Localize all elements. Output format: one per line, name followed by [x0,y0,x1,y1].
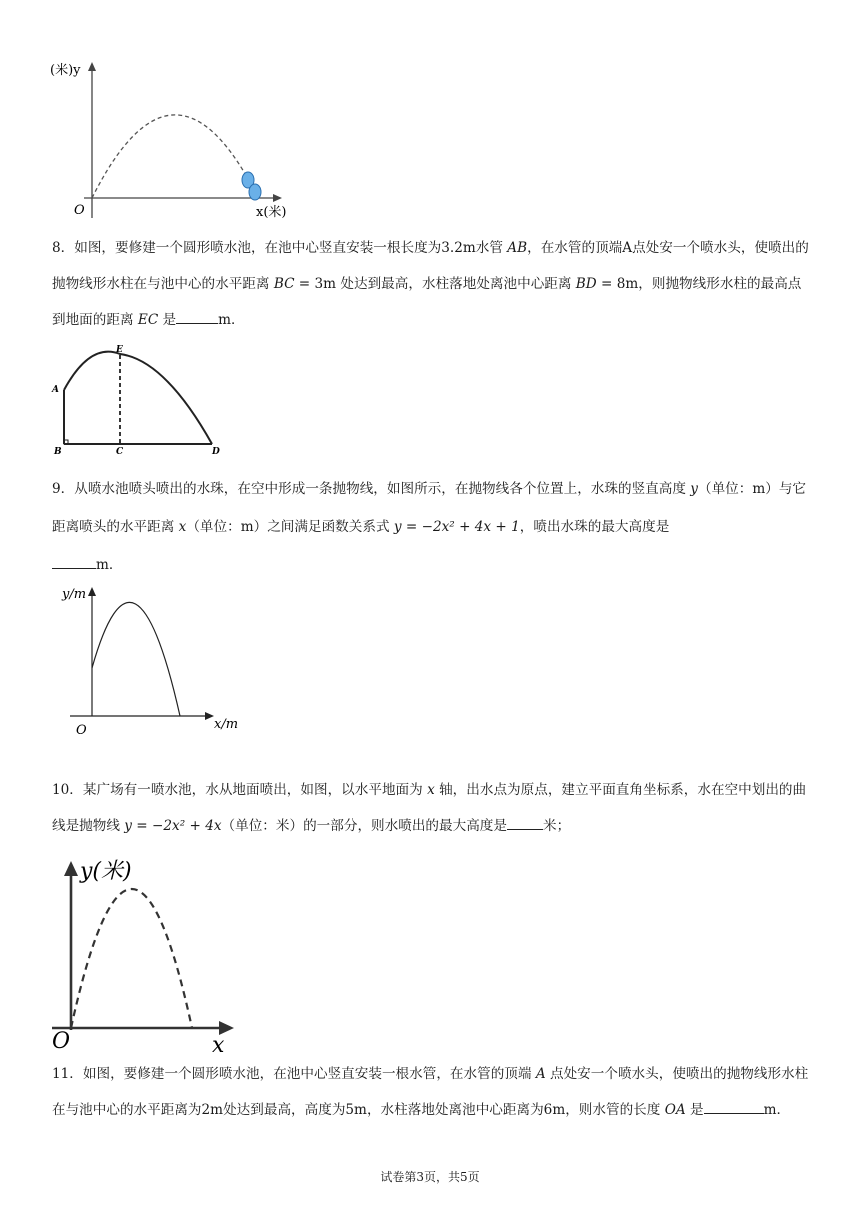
parabola-curve [92,602,180,716]
figure-q7-fountain-graph [44,58,304,226]
y-axis-arrow [88,62,96,71]
x-axis-label: x [212,1033,225,1056]
origin-label: O [52,1029,71,1054]
y-axis-label: (米)y [50,63,81,78]
question-number: 9． [52,481,75,497]
parabola-curve [64,352,212,444]
question-number: 11． [52,1066,83,1082]
point-d-label: D [212,447,220,457]
answer-blank[interactable] [52,554,96,569]
point-b-label: B [54,447,62,457]
question-number: 10． [52,782,83,798]
parabola-curve [92,115,252,198]
answer-blank[interactable] [176,309,218,324]
figure-q9-graph [58,582,258,742]
y-axis-arrow [88,587,96,596]
answer-blank[interactable] [507,815,543,830]
y-axis-label: y/m [62,587,87,602]
x-axis-label: x/m [214,717,239,732]
question-10: 10．某广场有一喷水池，水从地面喷出，如图，以水平地面为 x 轴，出水点为原点，建立平面直角坐标系，水在空中划出的曲线是抛物线 y = −2x² + 4x（单位：米）的一部分，则水喷出的最大高度是 米； [52,782,807,834]
x-axis-arrow [273,194,282,202]
y-axis-arrow [64,861,78,876]
point-a-label: A [52,385,59,395]
y-axis-label: y(米) [80,859,132,884]
question-number: 8． [52,240,75,256]
question-9: 9．从喷水池喷头喷出的水珠，在空中形成一条抛物线，如图所示，在抛物线各个位置上，水珠的竖直高度 y（单位：m）与它距离喷头的水平距离 x（单位：m）之间满足函数关系式 y = −2x² + 4x + 1，喷出水珠的最大高度是 m． [52,481,807,573]
water-drop [249,184,261,200]
formula: y = −2x² + 4x + 1 [393,519,520,535]
figure-q10-graph [48,852,248,1056]
page-footer: 试卷第3页，共5页 [380,1170,480,1184]
origin-label: O [74,203,85,218]
parabola-curve [71,889,192,1028]
figure-q8-fountain-diagram [50,340,230,460]
answer-blank[interactable] [704,1099,764,1114]
point-c-label: C [116,447,124,457]
origin-label: O [76,723,87,738]
question-11: 11．如图，要修建一个圆形喷水池，在池中心竖直安装一根水管，在水管的顶端 A 点处安一个喷水头，使喷出的抛物线形水柱在与池中心的水平距离为2m处达到最高，高度为5m，水柱落地处离池中心距离为6m，则水管的长度 OA 是 m． [52,1066,809,1118]
question-8: 8．如图，要修建一个圆形喷水池，在池中心竖直安装一根长度为3.2m水管 AB，在水管的顶端A点处安一个喷水头，使喷出的抛物线形水柱在与池中心的水平距离 BC = 3m 处达到最高，水柱落地处离池中心距离 BD = 8m，则抛物线形水柱的最高点到地面的距离 EC 是 m． [52,240,809,328]
point-e-label: E [116,345,123,355]
formula: y = −2x² + 4x [124,818,222,834]
x-axis-label: x(米) [256,205,287,220]
x-axis-arrow [205,712,214,720]
